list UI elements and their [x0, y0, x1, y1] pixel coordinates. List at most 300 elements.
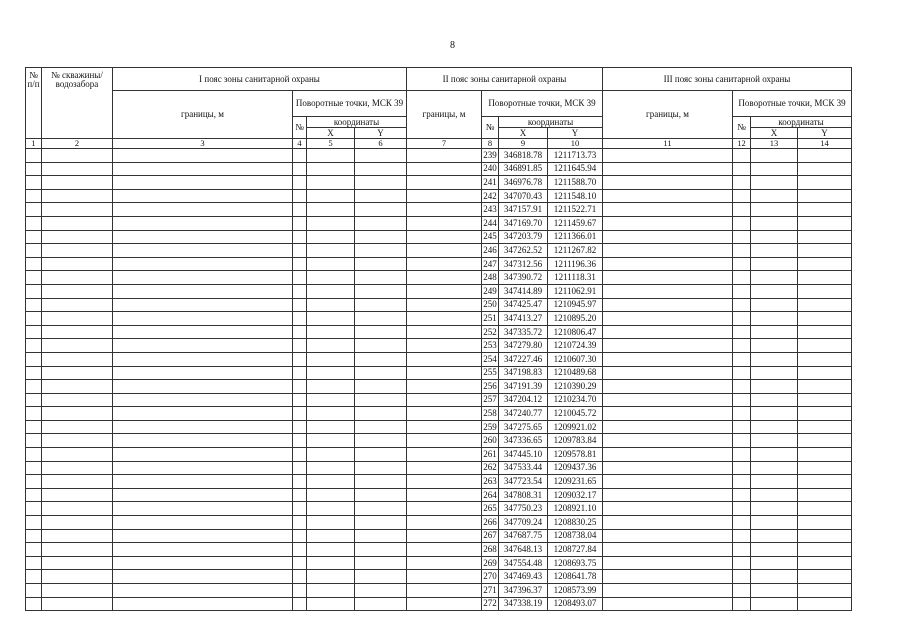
- coord-y: 1209231.65: [548, 475, 603, 489]
- empty-cell: [798, 298, 852, 312]
- point-number: 242: [482, 189, 499, 203]
- empty-cell: [603, 312, 733, 326]
- empty-cell: [355, 271, 407, 285]
- empty-cell: [42, 502, 113, 516]
- empty-cell: [733, 298, 751, 312]
- coord-x: 347204.12: [499, 393, 548, 407]
- header-zone1-y: Y: [355, 128, 407, 139]
- empty-cell: [751, 407, 798, 421]
- empty-cell: [603, 284, 733, 298]
- empty-cell: [798, 352, 852, 366]
- column-number: 4: [293, 139, 307, 149]
- empty-cell: [293, 257, 307, 271]
- empty-cell: [407, 325, 482, 339]
- empty-cell: [26, 393, 42, 407]
- empty-cell: [355, 434, 407, 448]
- empty-cell: [307, 380, 355, 394]
- empty-cell: [42, 448, 113, 462]
- point-number: 257: [482, 393, 499, 407]
- empty-cell: [26, 461, 42, 475]
- empty-cell: [798, 162, 852, 176]
- empty-cell: [407, 434, 482, 448]
- empty-cell: [603, 298, 733, 312]
- empty-cell: [751, 584, 798, 598]
- empty-cell: [26, 312, 42, 326]
- empty-cell: [733, 189, 751, 203]
- empty-cell: [113, 543, 293, 557]
- empty-cell: [355, 556, 407, 570]
- header-zone1-boundaries: границы, м: [113, 91, 293, 139]
- empty-cell: [355, 448, 407, 462]
- empty-cell: [355, 149, 407, 163]
- empty-cell: [307, 149, 355, 163]
- coord-x: 347723.54: [499, 475, 548, 489]
- empty-cell: [307, 244, 355, 258]
- coord-x: 347396.37: [499, 584, 548, 598]
- point-number: 254: [482, 352, 499, 366]
- table-row: [26, 352, 852, 366]
- empty-cell: [113, 216, 293, 230]
- empty-cell: [603, 176, 733, 190]
- empty-cell: [26, 149, 42, 163]
- coord-x: 347198.83: [499, 366, 548, 380]
- empty-cell: [733, 230, 751, 244]
- empty-cell: [26, 488, 42, 502]
- point-number: 250: [482, 298, 499, 312]
- coord-y: 1208830.25: [548, 516, 603, 530]
- column-number: 11: [603, 139, 733, 149]
- empty-cell: [355, 475, 407, 489]
- coord-x: 347338.19: [499, 597, 548, 611]
- empty-cell: [113, 149, 293, 163]
- empty-cell: [798, 366, 852, 380]
- empty-cell: [355, 312, 407, 326]
- empty-cell: [751, 529, 798, 543]
- header-zone3-num: №: [733, 117, 751, 139]
- coord-x: 347390.72: [499, 271, 548, 285]
- empty-cell: [293, 529, 307, 543]
- empty-cell: [42, 475, 113, 489]
- empty-cell: [293, 298, 307, 312]
- coord-x: 347169.70: [499, 216, 548, 230]
- empty-cell: [355, 393, 407, 407]
- empty-cell: [733, 516, 751, 530]
- coord-x: 347709.24: [499, 516, 548, 530]
- empty-cell: [751, 244, 798, 258]
- sanitary-zone-table: [25, 67, 852, 611]
- empty-cell: [355, 257, 407, 271]
- header-zone3: III пояс зоны санитарной охраны: [603, 68, 852, 91]
- column-number: 7: [407, 139, 482, 149]
- table-row: [26, 325, 852, 339]
- empty-cell: [307, 434, 355, 448]
- empty-cell: [751, 366, 798, 380]
- empty-cell: [26, 366, 42, 380]
- empty-cell: [307, 312, 355, 326]
- empty-cell: [26, 475, 42, 489]
- empty-cell: [407, 149, 482, 163]
- empty-cell: [307, 162, 355, 176]
- coord-y: 1211459.67: [548, 216, 603, 230]
- empty-cell: [798, 488, 852, 502]
- empty-cell: [798, 556, 852, 570]
- empty-cell: [407, 189, 482, 203]
- empty-cell: [113, 461, 293, 475]
- empty-cell: [42, 366, 113, 380]
- coord-y: 1211522.71: [548, 203, 603, 217]
- empty-cell: [42, 271, 113, 285]
- empty-cell: [407, 271, 482, 285]
- empty-cell: [603, 434, 733, 448]
- empty-cell: [307, 461, 355, 475]
- empty-cell: [113, 352, 293, 366]
- table-row: [26, 570, 852, 584]
- empty-cell: [42, 216, 113, 230]
- empty-cell: [26, 339, 42, 353]
- empty-cell: [603, 230, 733, 244]
- point-number: 269: [482, 556, 499, 570]
- empty-cell: [407, 543, 482, 557]
- empty-cell: [798, 176, 852, 190]
- empty-cell: [293, 448, 307, 462]
- empty-cell: [603, 543, 733, 557]
- coord-y: 1211196.36: [548, 257, 603, 271]
- empty-cell: [113, 298, 293, 312]
- empty-cell: [733, 597, 751, 611]
- empty-cell: [355, 325, 407, 339]
- empty-cell: [603, 597, 733, 611]
- coord-y: 1208921.10: [548, 502, 603, 516]
- empty-cell: [733, 271, 751, 285]
- empty-cell: [603, 407, 733, 421]
- empty-cell: [42, 230, 113, 244]
- empty-cell: [113, 176, 293, 190]
- empty-cell: [293, 420, 307, 434]
- empty-cell: [42, 543, 113, 557]
- empty-cell: [113, 162, 293, 176]
- empty-cell: [407, 216, 482, 230]
- point-number: 265: [482, 502, 499, 516]
- empty-cell: [113, 325, 293, 339]
- coord-x: 347648.13: [499, 543, 548, 557]
- table-row: [26, 339, 852, 353]
- empty-cell: [26, 189, 42, 203]
- coord-x: 347414.89: [499, 284, 548, 298]
- empty-cell: [751, 488, 798, 502]
- empty-cell: [603, 556, 733, 570]
- empty-cell: [733, 448, 751, 462]
- empty-cell: [26, 325, 42, 339]
- empty-cell: [307, 271, 355, 285]
- empty-cell: [42, 407, 113, 421]
- empty-cell: [733, 556, 751, 570]
- empty-cell: [751, 284, 798, 298]
- table-row: [26, 257, 852, 271]
- coord-x: 347554.48: [499, 556, 548, 570]
- coord-x: 347445.10: [499, 448, 548, 462]
- coord-y: 1208727.84: [548, 543, 603, 557]
- coord-x: 347312.56: [499, 257, 548, 271]
- empty-cell: [293, 461, 307, 475]
- empty-cell: [42, 434, 113, 448]
- empty-cell: [751, 502, 798, 516]
- empty-cell: [751, 216, 798, 230]
- empty-cell: [355, 203, 407, 217]
- empty-cell: [733, 284, 751, 298]
- empty-cell: [798, 420, 852, 434]
- coord-x: 347279.80: [499, 339, 548, 353]
- empty-cell: [113, 434, 293, 448]
- empty-cell: [113, 380, 293, 394]
- empty-cell: [293, 203, 307, 217]
- point-number: 247: [482, 257, 499, 271]
- table-row: [26, 461, 852, 475]
- empty-cell: [293, 570, 307, 584]
- empty-cell: [407, 597, 482, 611]
- empty-cell: [113, 448, 293, 462]
- empty-cell: [798, 448, 852, 462]
- empty-cell: [293, 230, 307, 244]
- empty-cell: [407, 516, 482, 530]
- point-number: 248: [482, 271, 499, 285]
- coord-x: 347070.43: [499, 189, 548, 203]
- empty-cell: [751, 475, 798, 489]
- empty-cell: [42, 380, 113, 394]
- empty-cell: [293, 597, 307, 611]
- empty-cell: [407, 339, 482, 353]
- coord-y: 1210390.29: [548, 380, 603, 394]
- empty-cell: [751, 162, 798, 176]
- coord-x: 347533.44: [499, 461, 548, 475]
- empty-cell: [307, 448, 355, 462]
- empty-cell: [26, 257, 42, 271]
- table-row: [26, 393, 852, 407]
- empty-cell: [113, 257, 293, 271]
- empty-cell: [798, 325, 852, 339]
- coord-x: 347336.65: [499, 434, 548, 448]
- empty-cell: [733, 149, 751, 163]
- empty-cell: [603, 366, 733, 380]
- coord-y: 1211267.82: [548, 244, 603, 258]
- coord-x: 347262.52: [499, 244, 548, 258]
- empty-cell: [293, 516, 307, 530]
- empty-cell: [307, 203, 355, 217]
- empty-cell: [293, 176, 307, 190]
- point-number: 271: [482, 584, 499, 598]
- point-number: 243: [482, 203, 499, 217]
- empty-cell: [307, 597, 355, 611]
- empty-cell: [751, 189, 798, 203]
- header-zone3-boundaries: границы, м: [603, 91, 733, 139]
- coord-x: 347275.65: [499, 420, 548, 434]
- coord-y: 1210724.39: [548, 339, 603, 353]
- coord-y: 1208573.99: [548, 584, 603, 598]
- table-row: [26, 312, 852, 326]
- empty-cell: [751, 312, 798, 326]
- coord-y: 1210945.97: [548, 298, 603, 312]
- empty-cell: [113, 244, 293, 258]
- table-row: [26, 529, 852, 543]
- empty-cell: [293, 244, 307, 258]
- point-number: 259: [482, 420, 499, 434]
- empty-cell: [603, 149, 733, 163]
- empty-cell: [407, 448, 482, 462]
- empty-cell: [733, 257, 751, 271]
- empty-cell: [42, 488, 113, 502]
- column-number: 13: [751, 139, 798, 149]
- table-row: [26, 380, 852, 394]
- empty-cell: [307, 393, 355, 407]
- empty-cell: [307, 352, 355, 366]
- point-number: 264: [482, 488, 499, 502]
- table-row: [26, 162, 852, 176]
- empty-cell: [798, 461, 852, 475]
- coord-y: 1209578.81: [548, 448, 603, 462]
- empty-cell: [733, 393, 751, 407]
- empty-cell: [42, 529, 113, 543]
- point-number: 253: [482, 339, 499, 353]
- empty-cell: [293, 284, 307, 298]
- empty-cell: [733, 434, 751, 448]
- empty-cell: [26, 271, 42, 285]
- table-row: [26, 216, 852, 230]
- empty-cell: [42, 257, 113, 271]
- empty-cell: [355, 189, 407, 203]
- table-row: [26, 298, 852, 312]
- empty-cell: [26, 597, 42, 611]
- empty-cell: [113, 393, 293, 407]
- coord-y: 1210045.72: [548, 407, 603, 421]
- header-zone2-x: X: [499, 128, 548, 139]
- empty-cell: [355, 420, 407, 434]
- point-number: 245: [482, 230, 499, 244]
- point-number: 263: [482, 475, 499, 489]
- empty-cell: [407, 556, 482, 570]
- point-number: 246: [482, 244, 499, 258]
- empty-cell: [26, 407, 42, 421]
- empty-cell: [113, 271, 293, 285]
- empty-cell: [307, 339, 355, 353]
- empty-cell: [355, 366, 407, 380]
- empty-cell: [293, 162, 307, 176]
- point-number: 258: [482, 407, 499, 421]
- header-row-zones: [26, 68, 852, 91]
- point-number: 252: [482, 325, 499, 339]
- empty-cell: [751, 597, 798, 611]
- empty-cell: [798, 529, 852, 543]
- empty-cell: [293, 556, 307, 570]
- empty-cell: [355, 407, 407, 421]
- header-zone1-num: №: [293, 117, 307, 139]
- coord-y: 1211366.01: [548, 230, 603, 244]
- empty-cell: [603, 189, 733, 203]
- coord-y: 1210234.70: [548, 393, 603, 407]
- empty-cell: [733, 352, 751, 366]
- point-number: 266: [482, 516, 499, 530]
- empty-cell: [751, 257, 798, 271]
- empty-cell: [355, 529, 407, 543]
- point-number: 249: [482, 284, 499, 298]
- empty-cell: [113, 420, 293, 434]
- header-well: № скважины/ водозабора: [42, 68, 113, 139]
- empty-cell: [307, 176, 355, 190]
- empty-cell: [293, 189, 307, 203]
- empty-cell: [26, 176, 42, 190]
- empty-cell: [751, 203, 798, 217]
- empty-cell: [407, 176, 482, 190]
- point-number: 240: [482, 162, 499, 176]
- empty-cell: [751, 393, 798, 407]
- empty-cell: [798, 516, 852, 530]
- empty-cell: [355, 244, 407, 258]
- coord-x: 347240.77: [499, 407, 548, 421]
- empty-cell: [355, 380, 407, 394]
- empty-cell: [307, 570, 355, 584]
- empty-cell: [603, 162, 733, 176]
- empty-cell: [113, 584, 293, 598]
- empty-cell: [42, 325, 113, 339]
- coord-x: 347687.75: [499, 529, 548, 543]
- coord-y: 1211713.73: [548, 149, 603, 163]
- empty-cell: [733, 570, 751, 584]
- empty-cell: [603, 475, 733, 489]
- empty-cell: [355, 352, 407, 366]
- header-zone3-points: Поворотные точки, МСК 39: [733, 91, 852, 117]
- coord-x: 347203.79: [499, 230, 548, 244]
- empty-cell: [293, 312, 307, 326]
- empty-cell: [751, 149, 798, 163]
- empty-cell: [603, 584, 733, 598]
- coord-x: 346818.78: [499, 149, 548, 163]
- empty-cell: [307, 543, 355, 557]
- table-row: [26, 543, 852, 557]
- empty-cell: [355, 230, 407, 244]
- empty-cell: [355, 176, 407, 190]
- empty-cell: [293, 475, 307, 489]
- table-row: [26, 475, 852, 489]
- empty-cell: [42, 284, 113, 298]
- empty-cell: [26, 380, 42, 394]
- empty-cell: [751, 298, 798, 312]
- point-number: 270: [482, 570, 499, 584]
- empty-cell: [603, 339, 733, 353]
- table-row: [26, 203, 852, 217]
- coord-y: 1211588.70: [548, 176, 603, 190]
- coord-y: 1209921.02: [548, 420, 603, 434]
- empty-cell: [355, 502, 407, 516]
- column-number: 8: [482, 139, 499, 149]
- empty-cell: [42, 352, 113, 366]
- empty-cell: [603, 393, 733, 407]
- empty-cell: [751, 271, 798, 285]
- empty-cell: [751, 230, 798, 244]
- coord-y: 1210806.47: [548, 325, 603, 339]
- coord-x: 347191.39: [499, 380, 548, 394]
- empty-cell: [407, 162, 482, 176]
- table-row: [26, 189, 852, 203]
- header-zone3-coords: координаты: [751, 117, 852, 128]
- empty-cell: [42, 393, 113, 407]
- empty-cell: [733, 529, 751, 543]
- header-zone2-coords: координаты: [499, 117, 603, 128]
- empty-cell: [798, 271, 852, 285]
- coord-x: 347335.72: [499, 325, 548, 339]
- empty-cell: [798, 584, 852, 598]
- coord-y: 1209437.36: [548, 461, 603, 475]
- empty-cell: [113, 407, 293, 421]
- empty-cell: [42, 556, 113, 570]
- coord-x: 347425.47: [499, 298, 548, 312]
